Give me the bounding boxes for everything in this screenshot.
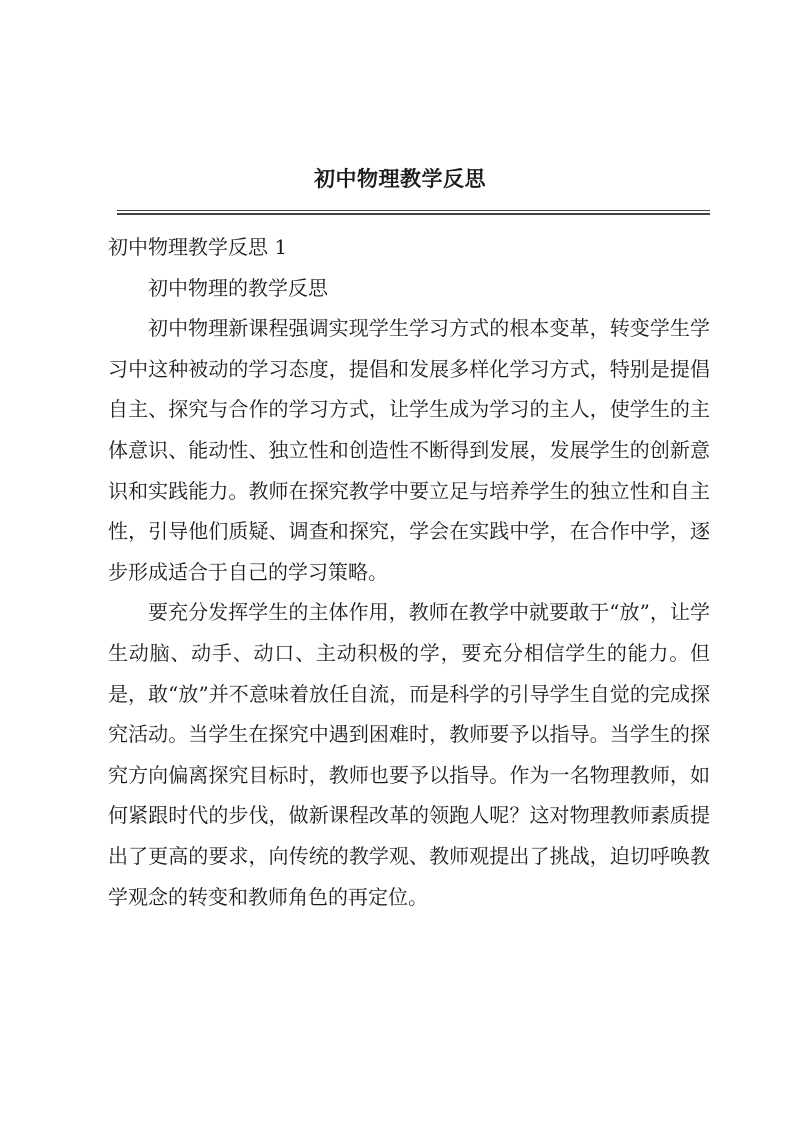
document-title: 初中物理教学反思: [314, 166, 486, 191]
paragraph-2: 要充分发挥学生的主体作用，教师在教学中就要敢于“放”，让学生动脑、动手、动口、主动积极的学，要充分相信学生的能力。但是，敢“放”并不意味着放任自流，而是科学的引导学生自觉的完成探究活动。当学生在探究中遇到困难时，教师要予以指导。当学生的探究方向偏离探究目标时，教师也要予以指导。作为一名物理教师，如何紧跟时代的步伐，做新课程改革的领跑人呢？这对物理教师素质提出了更高的要求，向传统的教学观、教师观提出了挑战，迫切呼唤教学观念的转变和教师角色的再定位。: [108, 600, 710, 909]
document-body: [108, 227, 710, 917]
section-heading: 初中物理教学反思 1: [108, 235, 288, 259]
paragraph-1: 初中物理新课程强调实现学生学习方式的根本变革，转变学生学习中这种被动的学习态度，提倡和发展多样化学习方式，特别是提倡自主、探究与合作的学习方式，让学生成为学习的主人，使学生的主体意识、能动性、独立性和创造性不断得到发展，发展学生的创新意识和实践能力。教师在探究教学中要立足与培养学生的独立性和自主性，引导他们质疑、调查和探究，学会在实践中学，在合作中学，逐步形成适合于自己的学习策略。: [108, 316, 710, 584]
title-divider: [117, 210, 710, 215]
paragraph-subtitle: 初中物理的教学反思: [148, 275, 328, 300]
